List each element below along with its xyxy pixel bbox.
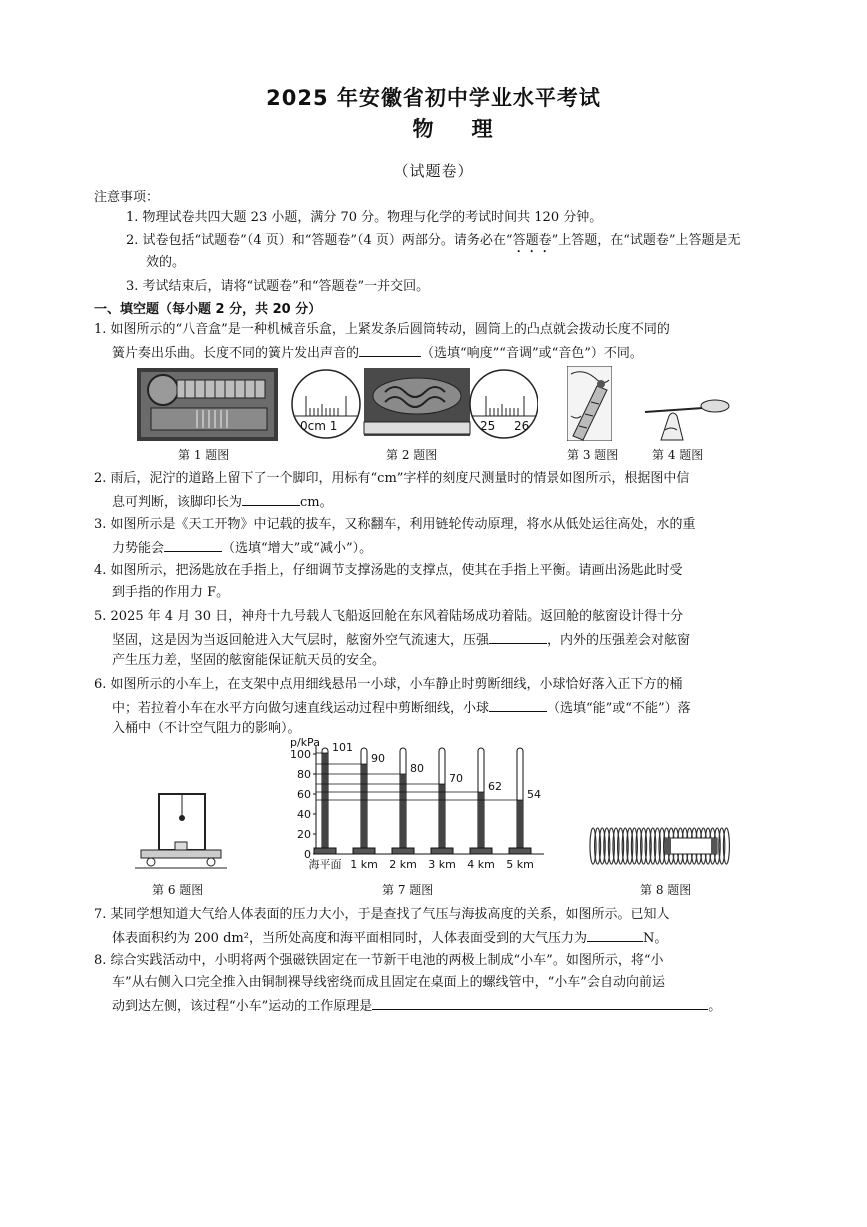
- ruler-left-label: 0cm 1: [300, 419, 338, 433]
- pressure-altitude-chart: [282, 734, 552, 878]
- fig4-caption: 第 4 题图: [652, 448, 704, 462]
- chart-data-label: 62: [488, 780, 502, 793]
- chart-category-label: 5 km: [506, 858, 534, 871]
- ruler-right-label-a: 25: [480, 419, 496, 433]
- ruler-right-label-b: 26: [514, 419, 530, 433]
- note-1: 1. 物理试卷共四大题 23 小题，满分 70 分。物理与化学的考试时间共 120 分钟。: [126, 210, 603, 225]
- chart-category-label: 1 km: [350, 858, 378, 871]
- chart-data-label: 70: [449, 772, 463, 785]
- q3-line2: 力势能会 （选填“增大”或“减小”）。: [112, 537, 372, 559]
- fig6-caption: 第 6 题图: [152, 883, 204, 897]
- q8-answer-blank[interactable]: [372, 995, 708, 1010]
- notes-heading: 注意事项：: [94, 190, 160, 205]
- q2-line1: 2. 雨后，泥泞的道路上留下了一个脚印，用标有“cm”字样的刻度尺测量时的情景如图所示，根据图中信: [94, 471, 690, 486]
- q1-line1: 1. 如图所示的“八音盒”是一种机械音乐盒，上紧发条后圆筒转动，圆筒上的凸点就会拨动长度不同的: [94, 322, 670, 337]
- q6-answer-blank[interactable]: [489, 697, 547, 712]
- q5-answer-blank[interactable]: [489, 629, 547, 644]
- chart-ylabel: p/kPa: [290, 736, 320, 749]
- q1-line2: 簧片奏出乐曲。长度不同的簧片发出声音的 （选填“响度”“音调”或“音色”）不同。: [112, 342, 643, 364]
- subject-title: 物理: [412, 117, 531, 141]
- q3-line1: 3. 如图所示是《天工开物》中记载的拔车，又称翻车，利用链轮传动原理，将水从低处运往高处，水的重: [94, 517, 696, 532]
- chart-bar: [322, 753, 328, 854]
- q6-line1: 6. 如图所示的小车上，在支架中点用细线悬吊一小球，小车静止时剪断细线，小球恰好落入正下方的桶: [94, 677, 683, 692]
- fig2-caption: 第 2 题图: [386, 448, 438, 462]
- fig8-caption: 第 8 题图: [640, 883, 692, 897]
- chart-category-label: 3 km: [428, 858, 456, 871]
- chart-ytick-label: 100: [290, 748, 311, 761]
- chart-bar-base: [431, 848, 453, 854]
- fig3-caption: 第 3 题图: [567, 448, 619, 462]
- chart-ytick-label: 20: [297, 828, 311, 841]
- q7-line1: 7. 某同学想知道大气给人体表面的压力大小，于是查找了气压与海拔高度的关系，如图所示。已知人: [94, 907, 670, 922]
- q5-line3: 产生压力差，坚固的舷窗能保证航天员的安全。: [112, 653, 386, 668]
- chart-bar: [478, 792, 484, 854]
- chart-bar: [361, 764, 367, 854]
- chart-data-label: 90: [371, 752, 385, 765]
- cart-image: [135, 790, 227, 874]
- coil-image: [585, 824, 739, 868]
- fig7-caption: 第 7 题图: [382, 883, 434, 897]
- note-3: 3. 考试结束后，请将“试题卷”和“答题卷”一并交回。: [126, 279, 430, 294]
- fig1-caption: 第 1 题图: [178, 448, 230, 462]
- q7-answer-blank[interactable]: [587, 927, 643, 942]
- chart-ytick-label: 80: [297, 768, 311, 781]
- q2-answer-blank[interactable]: [242, 491, 300, 506]
- q7-line2: 体表面积约为 200 dm²，当所处高度和海平面相同时，人体表面受到的大气压力为 N。: [112, 927, 667, 949]
- water-lift-image: [567, 366, 612, 441]
- note-2-cont: 效的。: [146, 255, 186, 270]
- chart-data-label: 80: [410, 762, 424, 775]
- q8-line3: 动到达左侧，该过程“小车”运动的工作原理是 。: [112, 995, 721, 1017]
- chart-bar-base: [314, 848, 336, 854]
- section-heading: 一、填空题（每小题 2 分，共 20 分）: [94, 302, 322, 317]
- q4-line2: 到手指的作用力 F。: [112, 585, 230, 600]
- chart-data-label: 101: [332, 741, 353, 754]
- q5-line2: 坚固，这是因为当返回舱进入大气层时，舷窗外空气流速大，压强 ，内外的压强差会对舷窗: [112, 629, 690, 651]
- note-2: 2. 试卷包括“试题卷”（4 页）和“答题卷”（4 页）两部分。请务必在“答题卷”上答题，在“试题卷”上答题是无: [126, 233, 741, 248]
- footprint-ruler-image: [290, 366, 538, 443]
- chart-category-label: 2 km: [389, 858, 417, 871]
- q3-answer-blank[interactable]: [164, 537, 222, 552]
- chart-bar: [439, 784, 445, 854]
- q6-line2: 中；若拉着小车在水平方向做匀速直线运动过程中剪断细线，小球 （选填“能”或“不能”）落: [112, 697, 691, 719]
- q4-line1: 4. 如图所示，把汤匙放在手指上，仔细调节支撑汤匙的支撑点，使其在手指上平衡。请画出汤匙此时受: [94, 563, 683, 578]
- q6-line3: 入桶中（不计空气阻力的影响）。: [112, 721, 301, 736]
- chart-bar: [400, 774, 406, 854]
- chart-bar-base: [353, 848, 375, 854]
- chart-ytick-label: 0: [304, 848, 311, 861]
- chart-bar-base: [392, 848, 414, 854]
- q1-answer-blank[interactable]: [359, 342, 421, 357]
- chart-ytick-label: 40: [297, 808, 311, 821]
- q5-line1: 5. 2025 年 4 月 30 日，神舟十九号载人飞船返回舱在东风着陆场成功着陆。返回舱的舷窗设计得十分: [94, 609, 684, 624]
- chart-bar-base: [509, 848, 531, 854]
- q2-line2: 息可判断，该脚印长为 cm。: [112, 491, 333, 513]
- q8-line2: 车”从右侧入口完全推入由铜制裸导线密绕而成且固定在桌面上的螺线管中，“小车”会自动向前运: [112, 975, 665, 990]
- spoon-finger-image: [643, 390, 731, 442]
- chart-bar: [517, 800, 523, 854]
- chart-ytick-label: 60: [297, 788, 311, 801]
- chart-category-label: 海平面: [308, 858, 342, 871]
- chart-data-label: 54: [527, 788, 541, 801]
- chart-category-label: 4 km: [467, 858, 495, 871]
- paper-type: （试题卷）: [393, 162, 474, 180]
- q8-line1: 8. 综合实践活动中，小明将两个强磁铁固定在一节新干电池的两极上制成“小车”。如图所示，将“小: [94, 953, 664, 968]
- exam-title: 2025 年安徽省初中学业水平考试: [266, 86, 601, 110]
- music-box-image: [137, 368, 278, 441]
- chart-bar-base: [470, 848, 492, 854]
